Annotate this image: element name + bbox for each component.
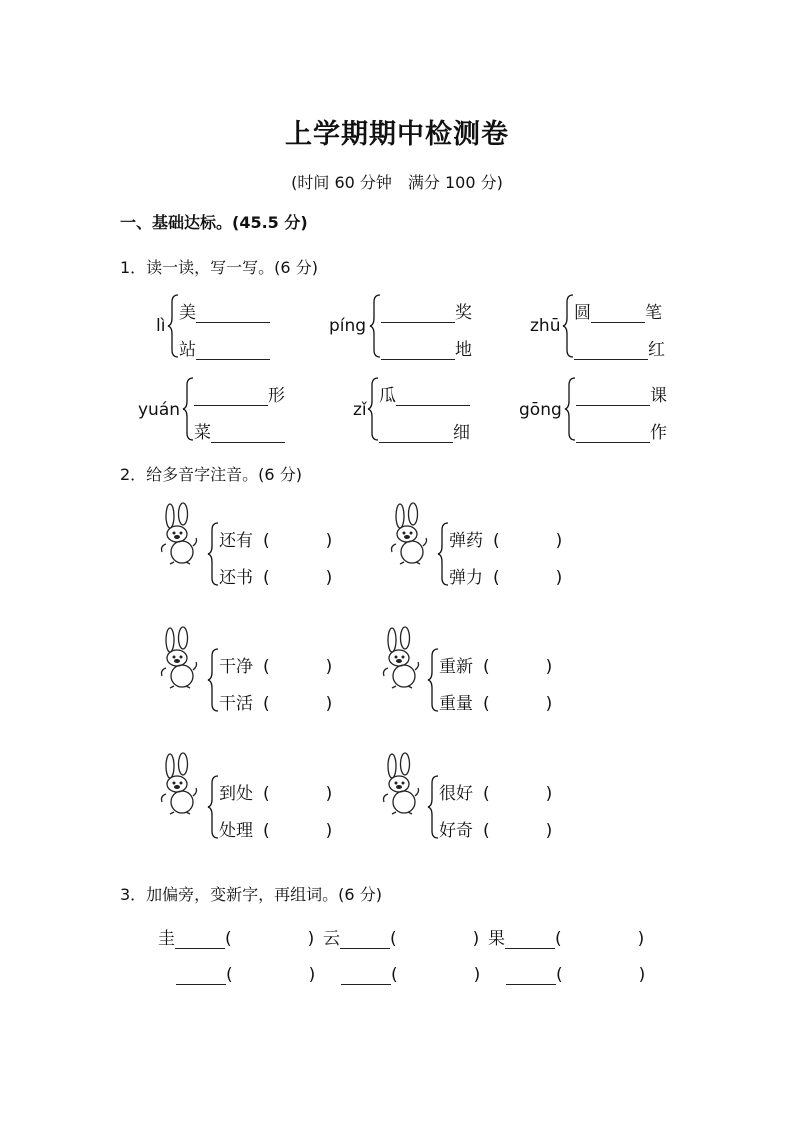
answer-blank[interactable] (576, 424, 650, 443)
answer-blank[interactable] (379, 424, 453, 443)
word-bottom: 细 (379, 418, 470, 443)
pinyin-label: zǐ (353, 400, 367, 420)
question-2-heading: 2．给多音字注音。(6 分) (120, 465, 302, 484)
answer-blank[interactable] (591, 304, 645, 323)
radical-item: ( ) (341, 965, 480, 985)
answer-blank[interactable] (211, 424, 285, 443)
polyphone-item: 弹力 ( ) (449, 568, 563, 588)
pinyin-label: yuán (138, 400, 181, 420)
rabbit-icon (386, 502, 434, 566)
polyphone-item: 处理 ( ) (219, 821, 333, 841)
polyphone-item: 好奇 ( ) (439, 821, 553, 841)
polyphone-item: 重新 ( ) (439, 657, 553, 677)
rabbit-icon (378, 752, 426, 816)
section-heading: 一、基础达标。(45.5 分) (120, 213, 308, 232)
word-top: 形 (194, 381, 285, 406)
polyphone-item: 还有 ( ) (219, 531, 333, 551)
answer-blank[interactable] (381, 341, 455, 360)
rabbit-icon (378, 626, 426, 690)
radical-item: 圭 ( ) (158, 929, 315, 949)
pinyin-label: píng (329, 316, 367, 336)
polyphone-item: 还书 ( ) (219, 568, 333, 588)
polyphone-item: 很好 ( ) (439, 784, 553, 804)
answer-blank[interactable] (341, 966, 391, 985)
answer-blank[interactable] (381, 304, 455, 323)
subtitle: (时间 60 分钟 满分 100 分) (291, 173, 503, 192)
rabbit-icon (156, 626, 204, 690)
word-bottom: 菜 (194, 418, 285, 443)
pinyin-label: gōng (519, 400, 562, 420)
word-top: 课 (576, 381, 667, 406)
page-title: 上学期期中检测卷 (285, 119, 509, 150)
answer-blank[interactable] (196, 304, 270, 323)
answer-blank[interactable] (196, 341, 270, 360)
answer-blank[interactable] (505, 930, 555, 949)
radical-item: 果 ( ) (488, 929, 645, 949)
word-bottom: 作 (576, 418, 667, 443)
word-top: 美 (179, 298, 270, 323)
word-bottom: 红 (574, 335, 665, 360)
answer-blank[interactable] (576, 387, 650, 406)
pinyin-label: lì (156, 316, 166, 336)
question-3-heading: 3．加偏旁，变新字，再组词。(6 分) (120, 885, 382, 904)
rabbit-icon (156, 752, 204, 816)
answer-blank[interactable] (574, 341, 648, 360)
word-bottom: 站 (179, 335, 270, 360)
answer-blank[interactable] (176, 966, 226, 985)
polyphone-item: 到处 ( ) (219, 784, 333, 804)
answer-blank[interactable] (396, 387, 470, 406)
polyphone-item: 重量 ( ) (439, 694, 553, 714)
radical-item: 云 ( ) (323, 929, 480, 949)
polyphone-item: 干净 ( ) (219, 657, 333, 677)
radical-item: ( ) (176, 965, 315, 985)
answer-blank[interactable] (506, 966, 556, 985)
word-top: 奖 (381, 298, 472, 323)
polyphone-item: 干活 ( ) (219, 694, 333, 714)
polyphone-item: 弹药 ( ) (449, 531, 563, 551)
pinyin-label: zhū (530, 316, 561, 336)
answer-blank[interactable] (175, 930, 225, 949)
rabbit-icon (156, 502, 204, 566)
word-top: 圆 笔 (574, 303, 662, 323)
answer-blank[interactable] (194, 387, 268, 406)
answer-blank[interactable] (340, 930, 390, 949)
word-top: 瓜 (379, 381, 470, 406)
radical-item: ( ) (506, 965, 645, 985)
question-1-heading: 1．读一读，写一写。(6 分) (120, 258, 318, 277)
word-bottom: 地 (381, 335, 472, 360)
